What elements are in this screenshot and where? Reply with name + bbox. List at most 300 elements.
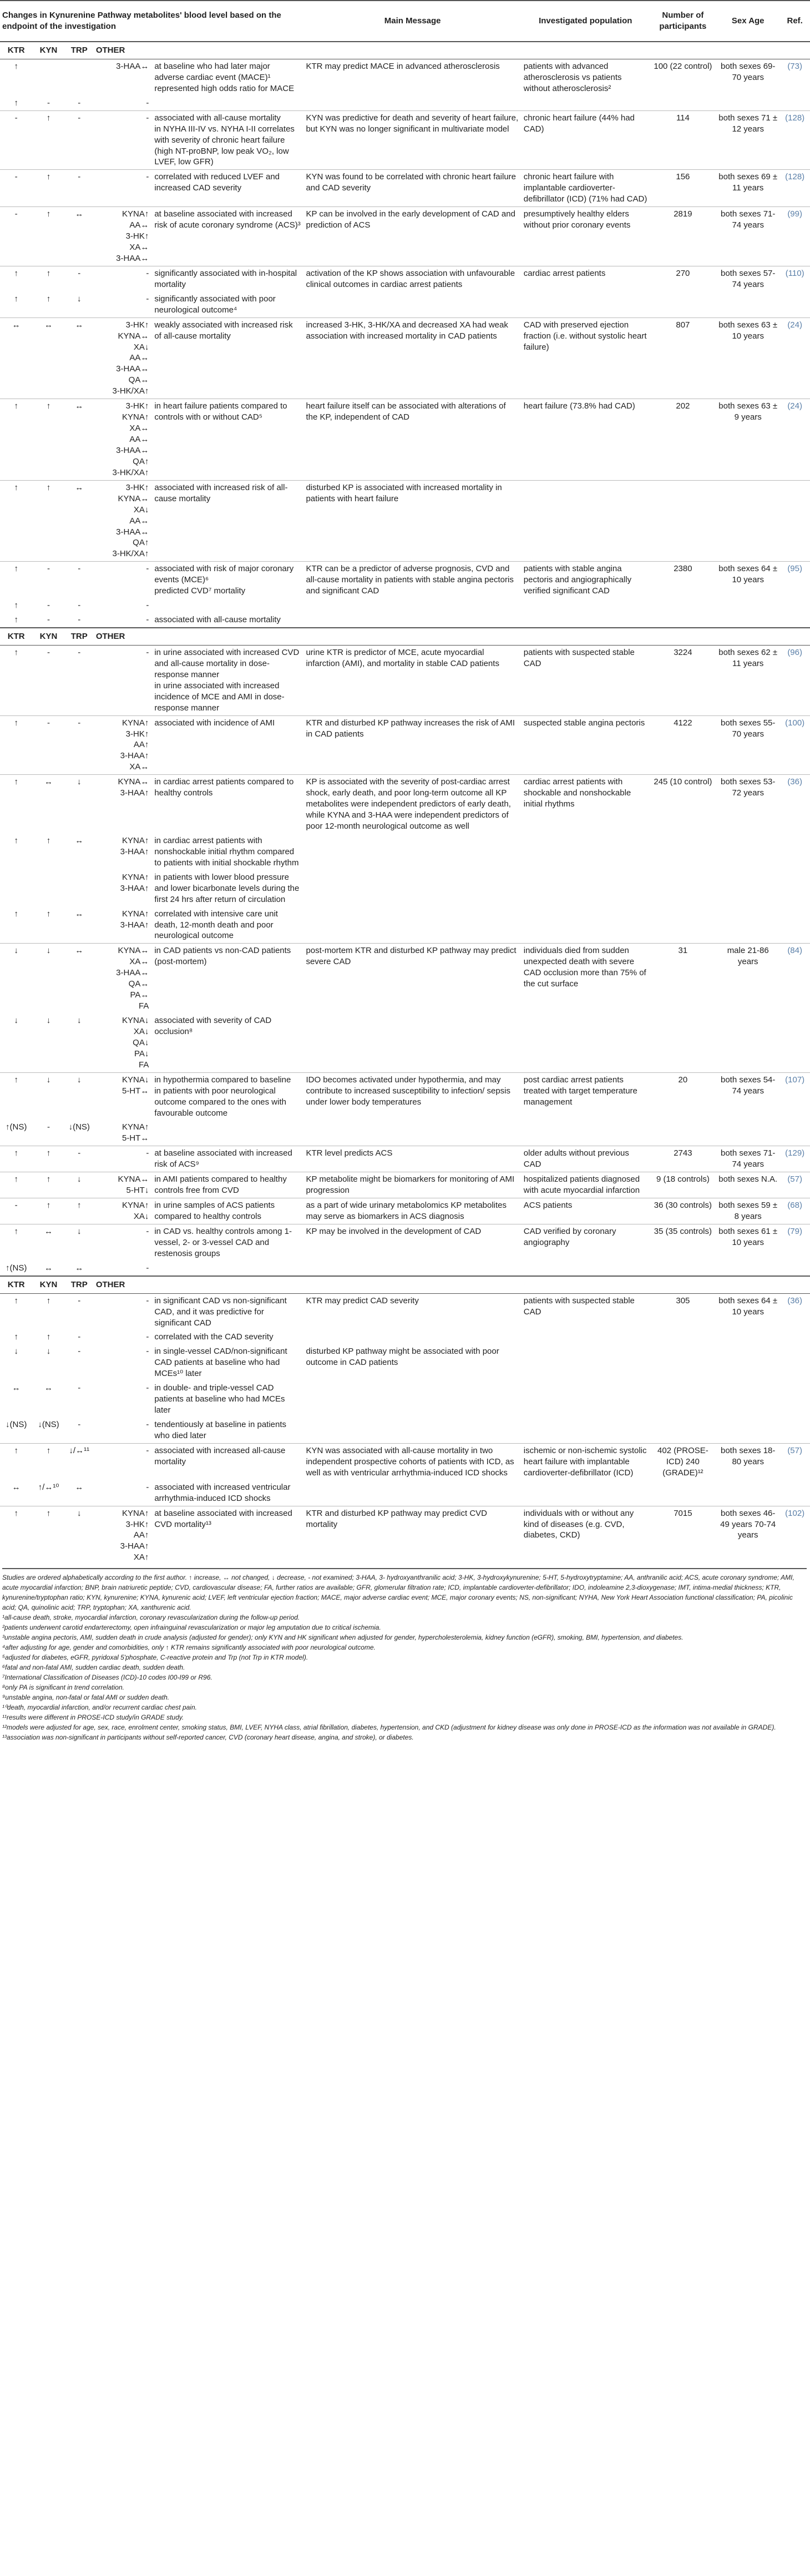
cell-trp: ↔ — [65, 480, 94, 562]
cell-participants: 100 (22 control) — [654, 61, 712, 71]
cell-kyn — [32, 870, 64, 907]
cell-population: cardiac arrest patients with shockable and nonshockable initial rhythms — [522, 775, 650, 834]
cell-population: chronic heart failure (44% had CAD) — [522, 110, 650, 170]
cell-participants: 114 — [650, 110, 716, 170]
cell-trp: ↔ — [65, 944, 94, 1014]
cell-ref: (128) — [779, 110, 810, 170]
cell-message — [303, 1330, 521, 1344]
cell-ref — [779, 96, 810, 110]
footnote: ¹all-cause death, stroke, myocardial infarction, coronary revascularization during the follow-up period. — [2, 1614, 300, 1621]
cell-kyn: - — [32, 562, 64, 598]
cell-participants — [650, 1480, 716, 1506]
cell-ktr: ↑ — [0, 562, 32, 598]
cell-message: KYN was found to be correlated with chronic heart failure and CAD severity — [303, 170, 521, 207]
cell-kyn: ↔ — [32, 1224, 64, 1261]
table-row — [0, 1443, 810, 1480]
cell-other: - — [146, 1383, 149, 1393]
cell-other: KYNA↓ XA↓ QA↓ PA↓ FA — [122, 1016, 149, 1070]
table-row — [0, 96, 810, 110]
cell-other: - — [146, 1332, 149, 1342]
cell-sex-age: both sexes 71-74 years — [716, 207, 779, 266]
cell-sex-age — [716, 1344, 779, 1381]
cell-kyn — [32, 59, 64, 95]
header-main-message: Main Message — [303, 1, 521, 42]
cell-trp: ↓ — [77, 1016, 82, 1025]
cell-other: - — [146, 1295, 149, 1305]
cell-population — [522, 1261, 650, 1276]
cell-ref: (36) — [787, 1295, 802, 1305]
table-row — [0, 1506, 810, 1565]
cell-message — [303, 1120, 521, 1146]
cell-message: KTR can be a predictor of adverse prognosis, CVD and all-cause mortality in patients with stable angina pectoris and significant CAD — [303, 562, 521, 598]
cell-kyn: ↑ — [46, 835, 51, 845]
cell-kyn: ↑ — [32, 399, 64, 481]
cell-result: associated with all-cause mortality — [154, 615, 281, 625]
table-row — [0, 834, 810, 870]
cell-trp: - — [65, 562, 94, 598]
cell-result: tendentiously at baseline in patients who died later — [154, 1420, 287, 1440]
cell-kyn: ↑ — [32, 1198, 64, 1224]
cell-participants — [650, 1120, 716, 1146]
cell-population: patients with suspected stable CAD — [523, 647, 635, 668]
cell-sex-age — [716, 1381, 779, 1418]
section-header — [0, 628, 810, 645]
cell-ktr: ↑ — [0, 1224, 32, 1261]
cell-result: correlated with intensive care unit death, 12-month death and poor neurological outcome — [154, 909, 278, 941]
cell-kyn: ↑ — [46, 1332, 51, 1342]
cell-result — [152, 96, 303, 110]
cell-trp: - — [78, 615, 81, 625]
table-row — [0, 1224, 810, 1261]
cell-other: KYNA↑ 5-HT↔ — [122, 1122, 149, 1143]
cell-ktr: ↑ — [14, 601, 18, 611]
cell-result: at baseline associated with increased risk of acute coronary syndrome (ACS)³ — [152, 207, 303, 266]
cell-sex-age — [716, 598, 779, 613]
cell-participants: 31 — [650, 944, 716, 1014]
cell-population: post cardiac arrest patients treated with target temperature management — [522, 1072, 650, 1120]
cell-ktr: ↑ — [0, 1172, 32, 1198]
cell-ref — [779, 1261, 810, 1276]
section-label: KYN — [32, 42, 64, 59]
cell-message: KP can be involved in the early development of CAD and prediction of ACS — [303, 207, 521, 266]
section-label: KTR — [0, 1276, 32, 1293]
cell-ktr: ↑ — [0, 399, 32, 481]
cell-other: KYNA↔ 3-HAA↑ — [94, 775, 153, 834]
cell-sex-age — [716, 1418, 779, 1443]
cell-other: - — [94, 266, 153, 291]
cell-ktr: - — [0, 110, 32, 170]
section-label: KYN — [32, 628, 64, 645]
cell-ref — [779, 907, 810, 944]
cell-participants — [650, 480, 716, 562]
cell-sex-age — [716, 1120, 779, 1146]
cell-other: KYNA↔ XA↔ 3-HAA↔ QA↔ PA↔ FA — [94, 944, 153, 1014]
cell-ktr: ↑(NS) — [6, 1263, 27, 1273]
section-filler — [152, 42, 810, 59]
cell-trp: ↓ — [65, 1506, 94, 1565]
table-row — [0, 1261, 810, 1276]
cell-message: KTR may predict CAD severity — [306, 1295, 419, 1305]
cell-trp — [65, 59, 94, 95]
cell-result: associated with risk of major coronary events (MCE)⁶ predicted CVD⁷ mortality — [152, 562, 303, 598]
cell-trp: - — [65, 170, 94, 207]
section-label: OTHER — [94, 1276, 153, 1293]
footnote: ¹¹results were different in PROSE-ICD study/in GRADE study. — [2, 1713, 184, 1721]
cell-other: 3-HK↑ KYNA↔ XA↓ AA↔ 3-HAA↔ QA↔ 3-HK/XA↑ — [94, 317, 153, 399]
table-row — [0, 480, 810, 562]
cell-trp: - — [78, 1420, 81, 1429]
footnote: ⁷International Classification of Diseases (ICD)-10 codes I00-I99 or R96. — [2, 1673, 212, 1681]
cell-kyn: ↑ — [32, 110, 64, 170]
cell-message — [303, 1381, 521, 1418]
cell-trp: - — [65, 1146, 94, 1172]
cell-population: suspected stable angina pectoris — [522, 715, 650, 775]
cell-other: - — [146, 615, 149, 625]
cell-trp: ↔ — [65, 399, 94, 481]
cell-sex-age: both sexes 55-70 years — [716, 715, 779, 775]
cell-ktr: ↑ — [0, 715, 32, 775]
cell-sex-age: male 21-86 years — [716, 944, 779, 1014]
cell-result: associated with all-cause mortality in NYHA III-IV vs. NYHA I-II correlates with severity of chronic heart failure (high NT-proBNP, low peak VO₂, low LVEF, low GFR) — [152, 110, 303, 170]
cell-message: KP may be involved in the development of CAD — [303, 1224, 521, 1261]
cell-other: - — [146, 1420, 149, 1429]
cell-result: associated with increased ventricular arrhythmia-induced ICD shocks — [154, 1482, 291, 1503]
cell-population — [522, 1014, 650, 1072]
cell-kyn: - — [47, 98, 50, 108]
cell-result: in CAD patients vs non-CAD patients (post-mortem) — [152, 944, 303, 1014]
cell-population — [522, 1418, 650, 1443]
cell-ref: (36) — [779, 775, 810, 834]
cell-kyn: - — [32, 715, 64, 775]
cell-population: patients with stable angina pectoris and angiographically verified significant CAD — [522, 562, 650, 598]
cell-population: patients with suspected stable CAD — [523, 1295, 635, 1317]
cell-ref: (79) — [779, 1224, 810, 1261]
cell-result: in cardiac arrest patients compared to healthy controls — [152, 775, 303, 834]
cell-result: in urine samples of ACS patients compared to healthy controls — [152, 1198, 303, 1224]
cell-population: hospitalized patients diagnosed with acute myocardial infarction — [522, 1172, 650, 1198]
cell-ref — [779, 1014, 810, 1072]
cell-participants — [650, 1330, 716, 1344]
cell-trp — [65, 870, 94, 907]
cell-sex-age: both sexes 18-80 years — [716, 1443, 779, 1480]
cell-population — [522, 1344, 650, 1381]
cell-other: - — [94, 110, 153, 170]
table-row — [0, 1172, 810, 1198]
cell-ref: (24) — [779, 317, 810, 399]
cell-ref — [779, 480, 810, 562]
cell-other: - — [94, 1224, 153, 1261]
cell-sex-age — [716, 480, 779, 562]
footnote: ¹⁰death, myocardial infarction, and/or recurrent cardiac chest pain. — [2, 1703, 197, 1711]
cell-result: in double- and triple-vessel CAD patients at baseline who had MCEs later — [154, 1383, 285, 1415]
cell-other: KYNA↑ 3-HAA↑ — [120, 872, 149, 893]
section-header — [0, 42, 810, 59]
cell-trp: - — [78, 601, 81, 611]
cell-ref: (96) — [787, 647, 802, 657]
cell-sex-age: both sexes 53-72 years — [716, 775, 779, 834]
cell-trp: ↔ — [65, 317, 94, 399]
cell-message — [303, 1480, 521, 1506]
cell-message: KTR and disturbed KP pathway increases the risk of AMI in CAD patients — [303, 715, 521, 775]
cell-other: - — [94, 1146, 153, 1172]
cell-trp: - — [78, 1295, 81, 1305]
cell-population — [522, 834, 650, 870]
cell-population — [522, 1480, 650, 1506]
section-filler — [152, 1276, 810, 1293]
cell-result: in single-vessel CAD/non-significant CAD patients at baseline who had MCEs¹⁰ later — [154, 1347, 287, 1379]
cell-sex-age: both sexes 69-70 years — [721, 61, 776, 82]
cell-participants: 2743 — [650, 1146, 716, 1172]
footnote: Studies are ordered alphabetically according to the first author. ↑ increase, ↔ not changed, ↓ decrease, - not examined; 3-HAA, 3- hydroxyanthranilic acid; 3-HK, 3-hydroxykynurenine; 5-HT, 5-hydroxytryptamine; AA, anthranilic acid; ACS, acute coronary syndrome; AMI, acute myocardial infarction; BNP, brain natriuretic peptide; CVD, cardiovascular disease; FA, further ratios are available; GFR, glomerular filtration rate; ICD, implantable cardioverter-defibrillator; IDO, indoleamine 2,3-dioxygenase; IMT, intima-medial thickness; KTR, kynurenine/tryptophan ratio; KYN, kynurenine; KYNA, kynurenic acid; LVEF, left ventricular ejection fraction; MACE, major adverse cardiac event; MCE, major coronary events; NS, non-significant; NYHA, New York Heart Association functional classification; PA, picolinic acid; QA, quinolinic acid; TRP, tryptophan; XA, xanthurenic acid. — [2, 1574, 794, 1611]
cell-trp: ↓ — [65, 775, 94, 834]
section-label: OTHER — [94, 42, 153, 59]
cell-result: at baseline associated with increased risk of ACS⁹ — [152, 1146, 303, 1172]
section-label: TRP — [65, 42, 94, 59]
cell-kyn: ↓(NS) — [38, 1420, 59, 1429]
cell-message: KP is associated with the severity of post-cardiac arrest shock, early death, and poor long-term outcome all KP metabolites were independent predictors of early death, while KYNA and 3-HAA were independent predictors of poor 12-month neurological outcome as well — [303, 775, 521, 834]
cell-kyn: - — [47, 647, 50, 657]
cell-ktr: ↑ — [14, 61, 18, 71]
section-label: TRP — [65, 628, 94, 645]
section-label: KTR — [0, 628, 32, 645]
cell-sex-age — [716, 1330, 779, 1344]
footnote: ⁴after adjusting for age, gender and comorbidities, only ↑ KTR remains significantly associated with poor neurological outcome. — [2, 1644, 376, 1651]
cell-ref: (73) — [787, 61, 802, 71]
cell-ref: (57) — [779, 1443, 810, 1480]
cell-sex-age: both sexes N.A. — [716, 1172, 779, 1198]
cell-kyn: ↑ — [46, 294, 51, 304]
cell-sex-age: both sexes 71-74 years — [716, 1146, 779, 1172]
cell-trp: - — [78, 98, 81, 108]
cell-result: associated with incidence of AMI — [152, 715, 303, 775]
cell-ref — [779, 1381, 810, 1418]
cell-ktr — [0, 870, 32, 907]
cell-message — [303, 834, 521, 870]
cell-result: at baseline associated with increased CVD mortality¹³ — [152, 1506, 303, 1565]
cell-participants — [650, 1344, 716, 1381]
table-row — [0, 1330, 810, 1344]
table-row — [0, 59, 810, 95]
cell-population: presumptively healthy elders without prior coronary events — [522, 207, 650, 266]
cell-trp: ↔ — [75, 835, 84, 845]
cell-result — [152, 1261, 303, 1276]
cell-result: in hypothermia compared to baseline in patients with poor neurological outcome compared to the ones with favourable outcome — [152, 1072, 303, 1120]
header-changes: Changes in Kynurenine Pathway metabolites' blood level based on the endpoint of the investigation — [0, 1, 303, 42]
cell-population — [522, 1330, 650, 1344]
cell-population: ACS patients — [522, 1198, 650, 1224]
cell-result: correlated with the CAD severity — [154, 1332, 274, 1342]
cell-other: - — [146, 1263, 149, 1273]
table-row — [0, 170, 810, 207]
table-row — [0, 207, 810, 266]
cell-result: at baseline who had later major adverse cardiac event (MACE)¹ represented high odds ratio for MACE — [154, 61, 295, 93]
cell-ktr: ↑ — [0, 1072, 32, 1120]
cell-sex-age: both sexes 62 ± 11 years — [718, 647, 778, 668]
cell-message: KYN was predictive for death and severity of heart failure, but KYN was no longer significant in multivariate model — [303, 110, 521, 170]
cell-ktr: ↑ — [0, 480, 32, 562]
cell-kyn: ↑ — [32, 1172, 64, 1198]
cell-population: cardiac arrest patients — [522, 266, 650, 291]
cell-participants — [650, 1381, 716, 1418]
cell-result: in CAD vs. healthy controls among 1-vessel, 2- or 3-vessel CAD and restenosis groups — [152, 1224, 303, 1261]
header-participants: Number of participants — [650, 1, 716, 42]
cell-population: individuals died from sudden unexpected death with severe CAD occlusion more than 75% of the cut surface — [522, 944, 650, 1014]
cell-result — [152, 1120, 303, 1146]
cell-result: in urine associated with increased CVD and all-cause mortality in dose-response manner in urine associated with increased incidence of MCE and AMI in dose-response manner — [154, 647, 300, 713]
cell-kyn: ↓ — [46, 1347, 51, 1357]
cell-trp: - — [78, 1347, 81, 1357]
cell-ref — [779, 613, 810, 628]
section-label: OTHER — [94, 628, 153, 645]
cell-participants — [650, 870, 716, 907]
cell-participants: 35 (35 controls) — [650, 1224, 716, 1261]
cell-participants: 4122 — [650, 715, 716, 775]
cell-trp: ↔ — [65, 207, 94, 266]
cell-message: heart failure itself can be associated with alterations of the KP, independent of CAD — [303, 399, 521, 481]
cell-participants: 36 (30 controls) — [650, 1198, 716, 1224]
cell-kyn: - — [47, 601, 50, 611]
cell-participants — [650, 1261, 716, 1276]
cell-population — [522, 292, 650, 317]
cell-participants — [650, 96, 716, 110]
cell-ktr: ↔ — [0, 317, 32, 399]
cell-ref: (107) — [779, 1072, 810, 1120]
cell-sex-age: both sexes 61 ± 10 years — [716, 1224, 779, 1261]
cell-result: in heart failure patients compared to controls with or without CAD⁵ — [152, 399, 303, 481]
cell-participants: 305 — [676, 1295, 690, 1305]
cell-ktr: ↓(NS) — [6, 1420, 27, 1429]
cell-participants: 807 — [650, 317, 716, 399]
cell-message: urine KTR is predictor of MCE, acute myocardial infarction (AMI), and mortality in stable CAD patients — [306, 647, 499, 668]
cell-ref: (100) — [779, 715, 810, 775]
cell-trp: ↓ — [65, 1224, 94, 1261]
cell-ktr: ↓ — [14, 1347, 18, 1357]
cell-kyn: ↔ — [32, 775, 64, 834]
cell-kyn: ↓ — [32, 1072, 64, 1120]
cell-result: significantly associated with in-hospital mortality — [152, 266, 303, 291]
cell-message: KTR may predict MACE in advanced atherosclerosis — [306, 61, 500, 71]
cell-ref — [779, 834, 810, 870]
table-row — [0, 1381, 810, 1418]
cell-sex-age: both sexes 63 ± 9 years — [716, 399, 779, 481]
cell-ref: (110) — [779, 266, 810, 291]
cell-trp: - — [65, 110, 94, 170]
cell-ref: (57) — [779, 1172, 810, 1198]
cell-other: - — [146, 647, 149, 657]
cell-result: associated with severity of CAD occlusion⁸ — [154, 1016, 272, 1036]
cell-population — [522, 1381, 650, 1418]
cell-participants: 2380 — [650, 562, 716, 598]
cell-message — [303, 292, 521, 317]
cell-ref — [779, 870, 810, 907]
cell-sex-age: both sexes 71 ± 12 years — [716, 110, 779, 170]
cell-population — [522, 598, 650, 613]
cell-message — [303, 1261, 521, 1276]
cell-trp: ↔ — [75, 1482, 84, 1492]
cell-kyn: ↑ — [46, 909, 51, 919]
table-row — [0, 1014, 810, 1072]
cell-participants: 270 — [650, 266, 716, 291]
cell-message — [303, 613, 521, 628]
cell-other: KYNA↑ XA↓ — [94, 1198, 153, 1224]
cell-trp: ↓/↔¹¹ — [65, 1443, 94, 1480]
cell-ktr: ↑ — [14, 909, 18, 919]
cell-other: KYNA↔ 5-HT↓ — [94, 1172, 153, 1198]
footnote: ⁶fatal and non-fatal AMI, sudden cardiac death, sudden death. — [2, 1663, 185, 1671]
cell-ktr: ↔ — [12, 1482, 21, 1492]
cell-other: KYNA↑ 3-HK↑ AA↑ 3-HAA↑ XA↔ — [94, 715, 153, 775]
cell-sex-age: both sexes 69 ± 11 years — [716, 170, 779, 207]
section-label: KYN — [32, 1276, 64, 1293]
cell-ktr: ↑ — [0, 1146, 32, 1172]
table-row — [0, 1072, 810, 1120]
table-row — [0, 399, 810, 481]
cell-population: patients with advanced atherosclerosis vs patients without atherosclerosis² — [523, 61, 622, 93]
cell-result: associated with increased risk of all-cause mortality — [152, 480, 303, 562]
cell-ref — [779, 1418, 810, 1443]
table-row — [0, 292, 810, 317]
cell-other: - — [94, 170, 153, 207]
table-body — [0, 42, 810, 1565]
cell-participants — [650, 834, 716, 870]
cell-ref: (102) — [779, 1506, 810, 1565]
table-row — [0, 1480, 810, 1506]
cell-sex-age: both sexes 64 ± 10 years — [718, 1295, 778, 1317]
footnote: ¹³association was non-significant in participants without self-reported cancer, CVD (coronary heart disease, angina, and stroke), or diabetes. — [2, 1733, 414, 1741]
cell-population: CAD verified by coronary angiography — [522, 1224, 650, 1261]
cell-ktr: ↓ — [14, 1016, 18, 1025]
table-row — [0, 907, 810, 944]
cell-message: activation of the KP shows association with unfavourable clinical outcomes in cardiac arrest patients — [303, 266, 521, 291]
cell-trp: ↓ — [65, 1172, 94, 1198]
cell-ktr: ↔ — [12, 1383, 21, 1393]
cell-other: - — [146, 98, 149, 108]
cell-ktr: ↑ — [14, 835, 18, 845]
cell-sex-age: both sexes 57-74 years — [716, 266, 779, 291]
cell-message: disturbed KP pathway might be associated with poor outcome in CAD patients — [306, 1347, 499, 1368]
cell-ref: (95) — [779, 562, 810, 598]
cell-participants: 20 — [650, 1072, 716, 1120]
cell-ktr: - — [0, 207, 32, 266]
cell-ktr: ↑ — [14, 294, 18, 304]
cell-participants: 156 — [650, 170, 716, 207]
cell-sex-age — [716, 96, 779, 110]
section-label: KTR — [0, 42, 32, 59]
cell-kyn: ↑ — [32, 480, 64, 562]
table-row — [0, 944, 810, 1014]
cell-ktr: ↑ — [14, 1295, 18, 1305]
cell-result: in patients with lower blood pressure and lower bicarbonate levels during the first 24 hrs after return of circulation — [154, 872, 300, 904]
cell-sex-age — [716, 834, 779, 870]
cell-kyn: - — [47, 1122, 50, 1132]
footnote: ⁸only PA is significant in trend correlation. — [2, 1683, 124, 1691]
cell-ktr: ↑ — [0, 1506, 32, 1565]
cell-participants: 202 — [650, 399, 716, 481]
cell-kyn: ↓ — [46, 1016, 51, 1025]
cell-message — [303, 96, 521, 110]
cell-kyn: ↓ — [32, 944, 64, 1014]
cell-participants — [650, 1418, 716, 1443]
cell-population: chronic heart failure with implantable cardioverter-defibrillator (ICD) (71% had CAD) — [522, 170, 650, 207]
cell-other: - — [146, 1482, 149, 1492]
cell-other: KYNA↑ 3-HAA↑ — [120, 835, 149, 856]
cell-other: - — [146, 1347, 149, 1357]
cell-other: KYNA↑ 3-HAA↑ — [120, 909, 149, 930]
cell-population — [522, 870, 650, 907]
cell-population: ischemic or non-ischemic systolic heart failure with implantable cardioverter-defibrillator (ICD) — [522, 1443, 650, 1480]
header-ref: Ref. — [779, 1, 810, 42]
cell-sex-age — [716, 613, 779, 628]
